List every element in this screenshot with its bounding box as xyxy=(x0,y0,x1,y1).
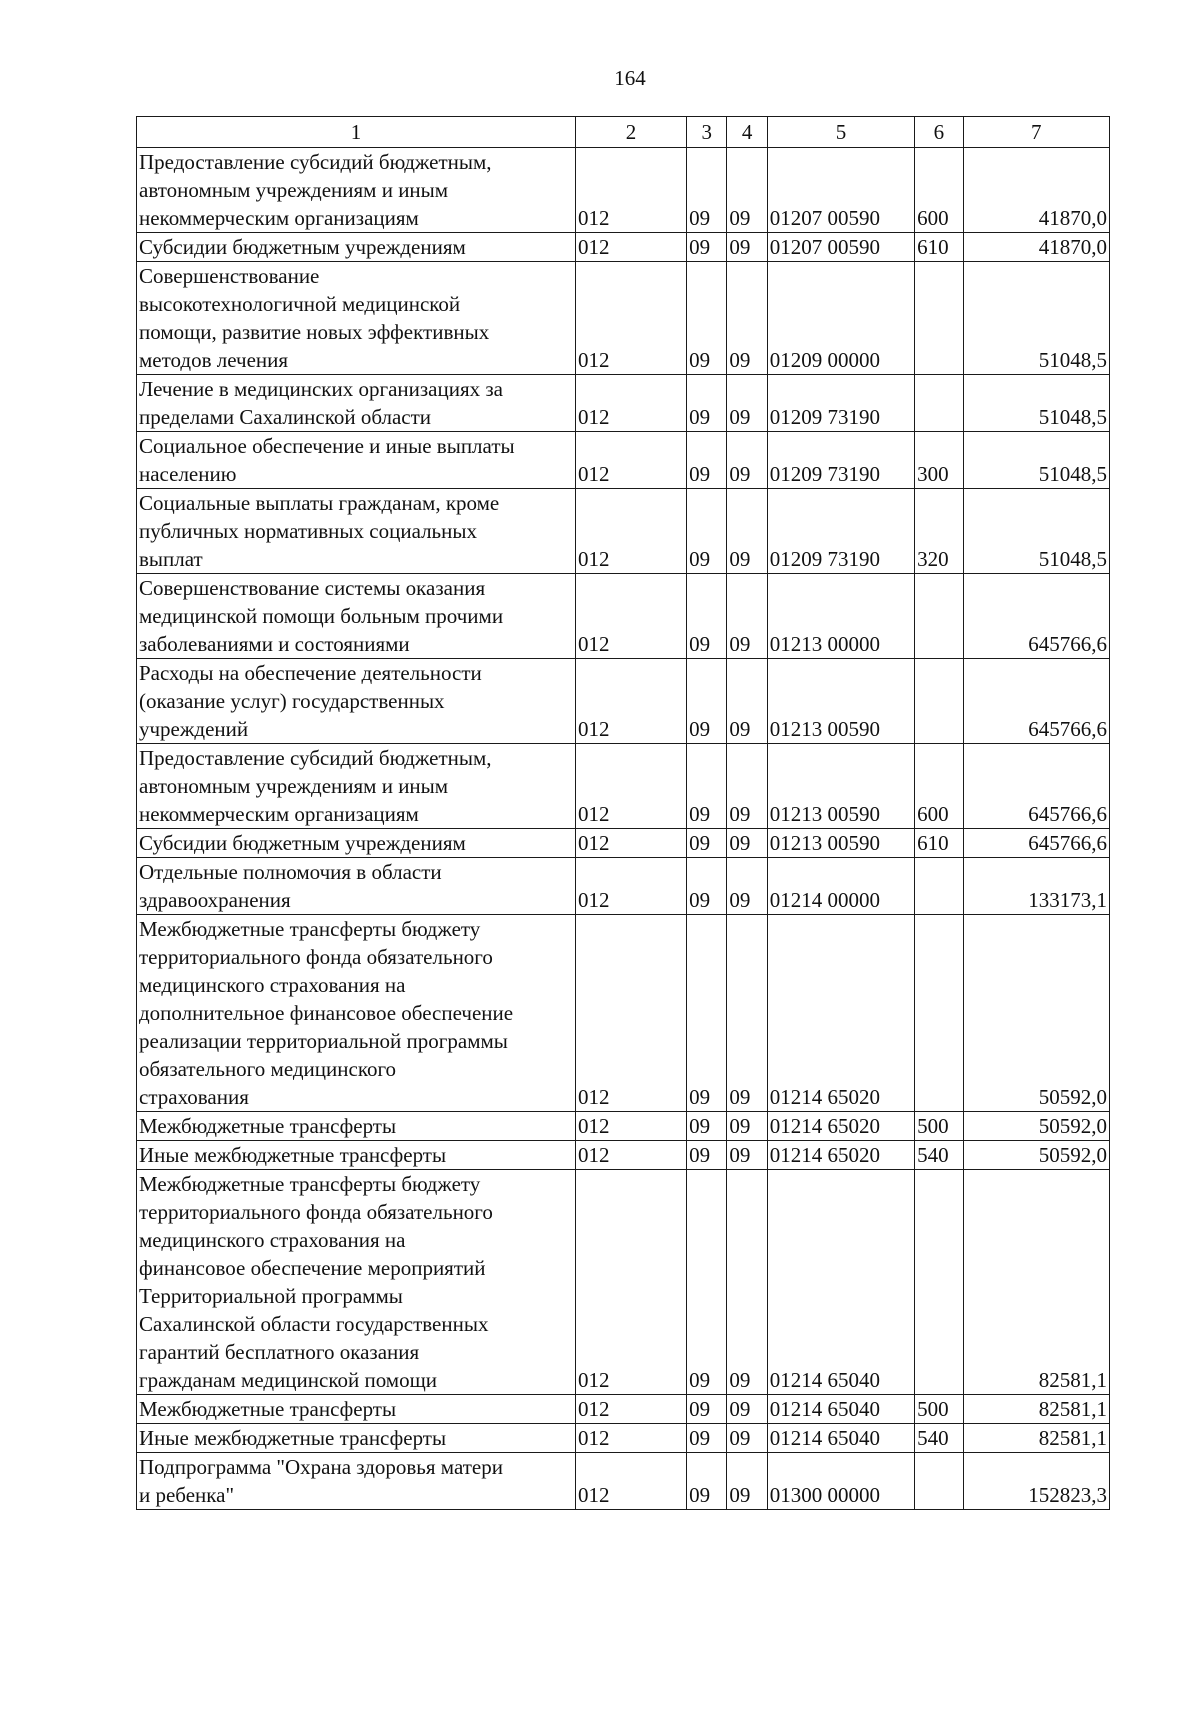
row-admin-code: 012 xyxy=(576,574,687,659)
row-expense-type xyxy=(915,574,963,659)
row-admin-code: 012 xyxy=(576,1453,687,1510)
row-amount: 51048,5 xyxy=(963,375,1109,432)
row-target-article: 01300 00000 xyxy=(767,1453,914,1510)
table-row xyxy=(137,432,1110,489)
row-section: 09 xyxy=(687,915,727,1112)
row-amount: 82581,1 xyxy=(963,1424,1109,1453)
row-expense-type xyxy=(915,915,963,1112)
row-target-article: 01213 00000 xyxy=(767,574,914,659)
row-target-article: 01214 65040 xyxy=(767,1424,914,1453)
row-expense-type: 320 xyxy=(915,489,963,574)
row-amount: 645766,6 xyxy=(963,744,1109,829)
table-row xyxy=(137,829,1110,858)
row-amount: 50592,0 xyxy=(963,915,1109,1112)
row-target-article: 01214 00000 xyxy=(767,858,914,915)
row-subsection: 09 xyxy=(727,574,767,659)
row-expense-type: 500 xyxy=(915,1112,963,1141)
table-row xyxy=(137,915,1110,1112)
row-admin-code: 012 xyxy=(576,744,687,829)
row-description: Подпрограмма "Охрана здоровья матери и ребенка" xyxy=(137,1453,576,1510)
row-section: 09 xyxy=(687,375,727,432)
row-target-article: 01214 65020 xyxy=(767,1141,914,1170)
row-target-article: 01209 73190 xyxy=(767,432,914,489)
row-expense-type xyxy=(915,262,963,375)
table-row xyxy=(137,262,1110,375)
row-expense-type xyxy=(915,1170,963,1395)
row-section: 09 xyxy=(687,1453,727,1510)
row-description: Субсидии бюджетным учреждениям xyxy=(137,233,576,262)
row-description: Социальные выплаты гражданам, кроме публичных нормативных социальных выплат xyxy=(137,489,576,574)
row-expense-type xyxy=(915,1453,963,1510)
row-target-article: 01207 00590 xyxy=(767,148,914,233)
row-target-article: 01213 00590 xyxy=(767,659,914,744)
row-description: Субсидии бюджетным учреждениям xyxy=(137,829,576,858)
table-row xyxy=(137,1453,1110,1510)
table-row xyxy=(137,148,1110,233)
row-description: Иные межбюджетные трансферты xyxy=(137,1141,576,1170)
row-target-article: 01207 00590 xyxy=(767,233,914,262)
row-amount: 41870,0 xyxy=(963,233,1109,262)
row-subsection: 09 xyxy=(727,489,767,574)
row-admin-code: 012 xyxy=(576,1112,687,1141)
row-description: Расходы на обеспечение деятельности (оказание услуг) государственных учреждений xyxy=(137,659,576,744)
row-admin-code: 012 xyxy=(576,233,687,262)
row-description: Межбюджетные трансферты xyxy=(137,1395,576,1424)
row-admin-code: 012 xyxy=(576,432,687,489)
table-row xyxy=(137,1424,1110,1453)
header-cell: 4 xyxy=(727,117,767,148)
row-description: Иные межбюджетные трансферты xyxy=(137,1424,576,1453)
row-expense-type: 610 xyxy=(915,233,963,262)
row-amount: 82581,1 xyxy=(963,1170,1109,1395)
row-subsection: 09 xyxy=(727,375,767,432)
row-description: Совершенствование системы оказания медицинской помощи больным прочими заболеваниями и состояниями xyxy=(137,574,576,659)
row-expense-type: 540 xyxy=(915,1141,963,1170)
row-subsection: 09 xyxy=(727,233,767,262)
row-subsection: 09 xyxy=(727,1112,767,1141)
row-expense-type: 610 xyxy=(915,829,963,858)
row-admin-code: 012 xyxy=(576,829,687,858)
row-expense-type: 600 xyxy=(915,744,963,829)
header-cell: 1 xyxy=(137,117,576,148)
row-target-article: 01209 73190 xyxy=(767,375,914,432)
table-row xyxy=(137,233,1110,262)
row-admin-code: 012 xyxy=(576,1141,687,1170)
row-target-article: 01213 00590 xyxy=(767,829,914,858)
row-section: 09 xyxy=(687,432,727,489)
row-subsection: 09 xyxy=(727,1395,767,1424)
budget-table xyxy=(136,116,1110,1510)
row-section: 09 xyxy=(687,858,727,915)
row-section: 09 xyxy=(687,1170,727,1395)
row-description: Межбюджетные трансферты бюджету территориального фонда обязательного медицинского страхования на финансовое обеспечение мероприятий Территориальной программы Сахалинской области государственных гарантий бесплатного оказания гражданам медицинской помощи xyxy=(137,1170,576,1395)
header-cell: 2 xyxy=(576,117,687,148)
row-description: Предоставление субсидий бюджетным, автономным учреждениям и иным некоммерческим организациям xyxy=(137,744,576,829)
row-subsection: 09 xyxy=(727,432,767,489)
row-subsection: 09 xyxy=(727,659,767,744)
row-amount: 645766,6 xyxy=(963,659,1109,744)
row-expense-type: 600 xyxy=(915,148,963,233)
row-section: 09 xyxy=(687,829,727,858)
table-row xyxy=(137,1112,1110,1141)
header-cell: 5 xyxy=(767,117,914,148)
row-target-article: 01209 00000 xyxy=(767,262,914,375)
row-subsection: 09 xyxy=(727,1453,767,1510)
row-admin-code: 012 xyxy=(576,148,687,233)
table-row xyxy=(137,1395,1110,1424)
row-section: 09 xyxy=(687,1395,727,1424)
row-target-article: 01214 65040 xyxy=(767,1395,914,1424)
row-description: Отдельные полномочия в области здравоохранения xyxy=(137,858,576,915)
row-section: 09 xyxy=(687,233,727,262)
row-amount: 51048,5 xyxy=(963,432,1109,489)
page-number: 164 xyxy=(614,66,646,90)
header-cell: 7 xyxy=(963,117,1109,148)
row-expense-type: 300 xyxy=(915,432,963,489)
row-section: 09 xyxy=(687,148,727,233)
row-amount: 50592,0 xyxy=(963,1112,1109,1141)
row-admin-code: 012 xyxy=(576,262,687,375)
row-section: 09 xyxy=(687,1112,727,1141)
row-subsection: 09 xyxy=(727,744,767,829)
row-expense-type xyxy=(915,375,963,432)
table-row xyxy=(137,1141,1110,1170)
row-description: Лечение в медицинских организациях за пределами Сахалинской области xyxy=(137,375,576,432)
row-amount: 645766,6 xyxy=(963,829,1109,858)
row-expense-type xyxy=(915,858,963,915)
row-subsection: 09 xyxy=(727,829,767,858)
table-row xyxy=(137,574,1110,659)
row-amount: 645766,6 xyxy=(963,574,1109,659)
row-expense-type xyxy=(915,659,963,744)
row-description: Совершенствование высокотехнологичной медицинской помощи, развитие новых эффективных методов лечения xyxy=(137,262,576,375)
table-row xyxy=(137,659,1110,744)
row-admin-code: 012 xyxy=(576,858,687,915)
row-amount: 152823,3 xyxy=(963,1453,1109,1510)
row-subsection: 09 xyxy=(727,148,767,233)
row-admin-code: 012 xyxy=(576,375,687,432)
header-cell: 6 xyxy=(915,117,963,148)
row-amount: 51048,5 xyxy=(963,262,1109,375)
row-description: Межбюджетные трансферты бюджету территориального фонда обязательного медицинского страхования на дополнительное финансовое обеспечение реализации территориальной программы обязательного медицинского страхования xyxy=(137,915,576,1112)
row-subsection: 09 xyxy=(727,858,767,915)
row-subsection: 09 xyxy=(727,1170,767,1395)
row-target-article: 01214 65020 xyxy=(767,915,914,1112)
row-section: 09 xyxy=(687,489,727,574)
row-amount: 50592,0 xyxy=(963,1141,1109,1170)
row-section: 09 xyxy=(687,574,727,659)
table-row xyxy=(137,1170,1110,1395)
row-admin-code: 012 xyxy=(576,915,687,1112)
header-cell: 3 xyxy=(687,117,727,148)
row-target-article: 01214 65020 xyxy=(767,1112,914,1141)
row-subsection: 09 xyxy=(727,915,767,1112)
header-row xyxy=(137,117,1110,148)
row-section: 09 xyxy=(687,1424,727,1453)
table-row xyxy=(137,744,1110,829)
row-target-article: 01213 00590 xyxy=(767,744,914,829)
row-subsection: 09 xyxy=(727,1424,767,1453)
table-row xyxy=(137,858,1110,915)
table-row xyxy=(137,489,1110,574)
row-section: 09 xyxy=(687,659,727,744)
row-amount: 51048,5 xyxy=(963,489,1109,574)
row-admin-code: 012 xyxy=(576,659,687,744)
row-subsection: 09 xyxy=(727,262,767,375)
row-admin-code: 012 xyxy=(576,489,687,574)
row-section: 09 xyxy=(687,262,727,375)
row-section: 09 xyxy=(687,744,727,829)
row-admin-code: 012 xyxy=(576,1424,687,1453)
row-expense-type: 540 xyxy=(915,1424,963,1453)
row-target-article: 01214 65040 xyxy=(767,1170,914,1395)
row-amount: 41870,0 xyxy=(963,148,1109,233)
row-description: Социальное обеспечение и иные выплаты населению xyxy=(137,432,576,489)
row-amount: 82581,1 xyxy=(963,1395,1109,1424)
row-admin-code: 012 xyxy=(576,1395,687,1424)
table-row xyxy=(137,375,1110,432)
row-description: Предоставление субсидий бюджетным, автономным учреждениям и иным некоммерческим организациям xyxy=(137,148,576,233)
row-subsection: 09 xyxy=(727,1141,767,1170)
table-body xyxy=(137,117,1110,1510)
row-amount: 133173,1 xyxy=(963,858,1109,915)
row-admin-code: 012 xyxy=(576,1170,687,1395)
row-section: 09 xyxy=(687,1141,727,1170)
row-target-article: 01209 73190 xyxy=(767,489,914,574)
row-expense-type: 500 xyxy=(915,1395,963,1424)
row-description: Межбюджетные трансферты xyxy=(137,1112,576,1141)
